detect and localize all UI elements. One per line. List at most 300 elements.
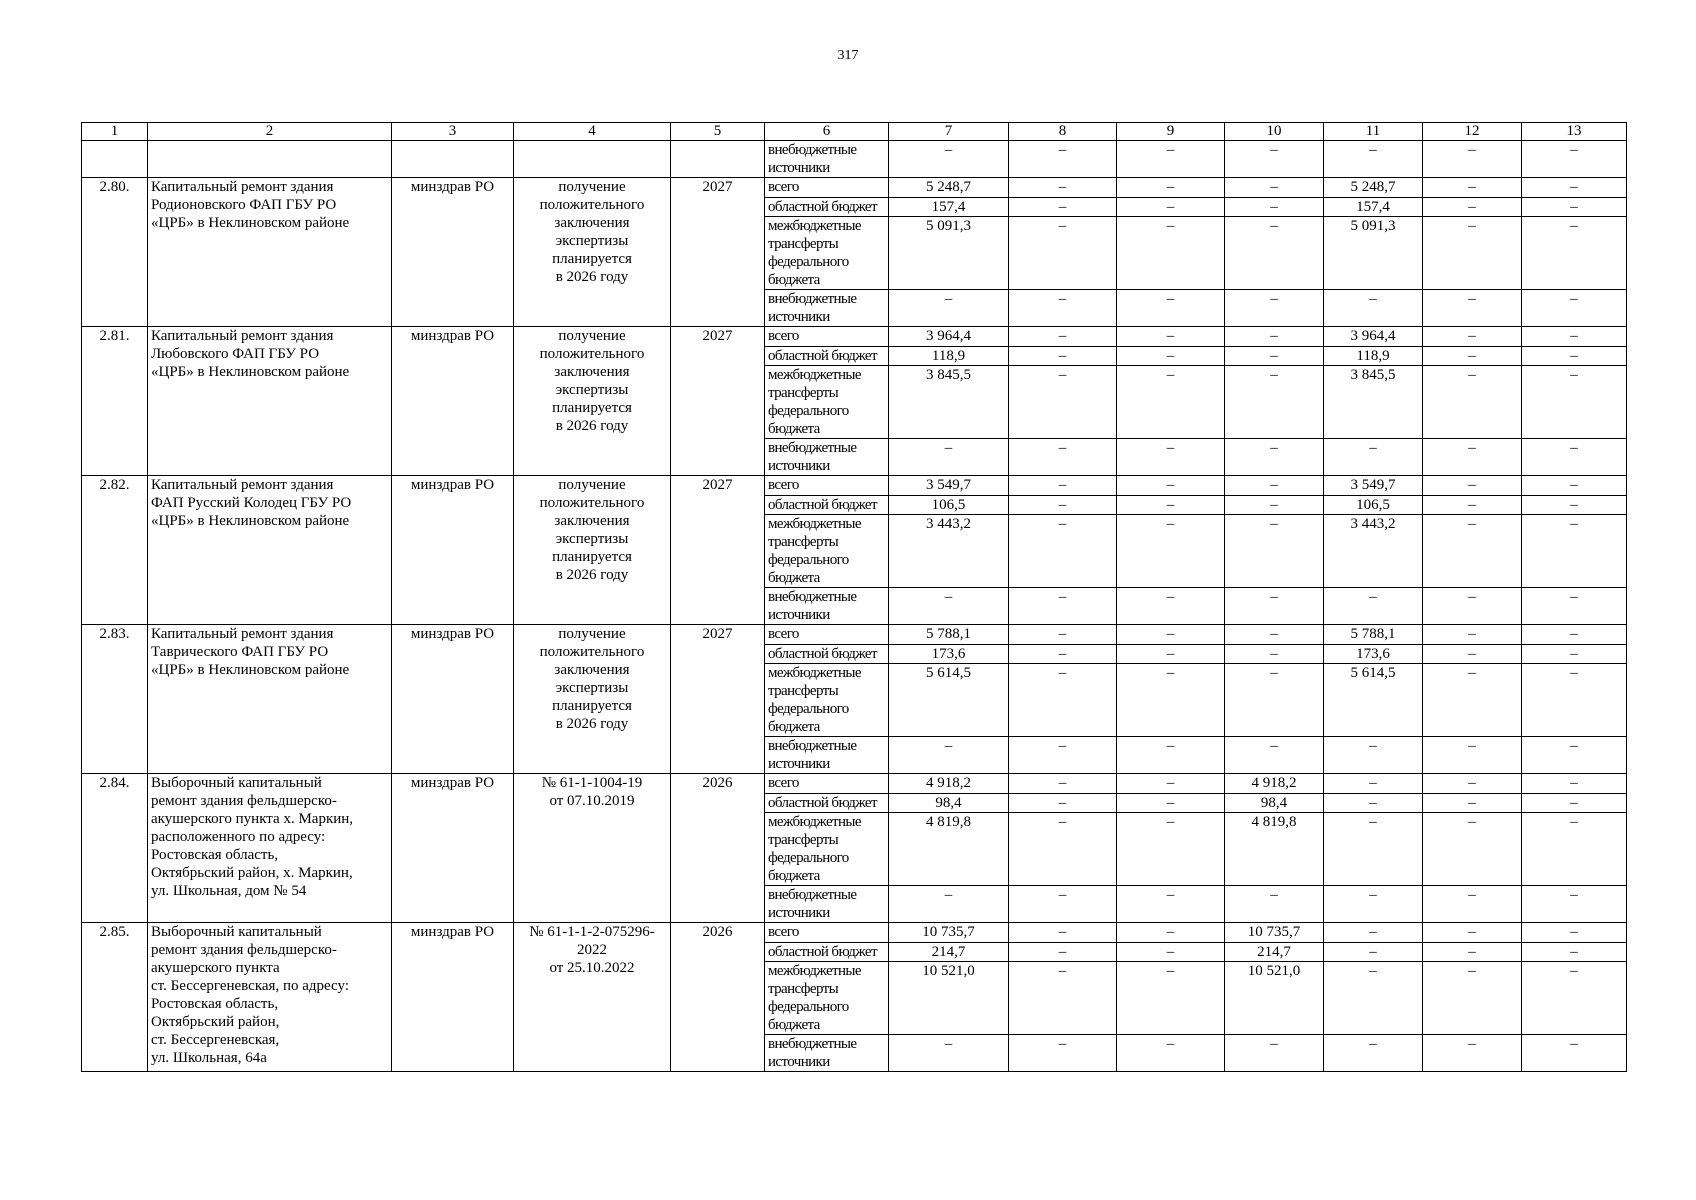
item-number: 2.84.: [82, 774, 148, 923]
cell-line: Капитальный ремонт здания: [151, 626, 334, 642]
funding-source: [765, 515, 889, 588]
amount-cell: –: [1423, 496, 1522, 515]
cell-line: источники: [768, 1054, 830, 1070]
column-number: 7: [889, 123, 1009, 141]
cell-line: ул. Школьная, 64а: [151, 1050, 267, 1066]
cell-line: федерального: [768, 850, 849, 866]
amount-cell: –: [1423, 588, 1522, 625]
amount-cell: –: [1117, 476, 1225, 496]
cell-line: акушерского пункта: [151, 960, 280, 976]
cell-line: ст. Бессергеневская, по адресу:: [151, 978, 349, 994]
amount-cell: –: [1423, 962, 1522, 1035]
amount-cell: –: [1225, 366, 1324, 439]
cell-line: положительного: [539, 346, 645, 362]
amount-cell: 5 788,1: [889, 625, 1009, 645]
amount-cell: –: [1117, 813, 1225, 886]
amount-cell: –: [1225, 496, 1324, 515]
cell-line: всего: [768, 477, 799, 493]
cell-line: федерального: [768, 254, 849, 270]
amount-cell: 3 443,2: [1324, 515, 1423, 588]
cell-line: экспертизы: [555, 531, 629, 547]
amount-cell: 5 091,3: [1324, 217, 1423, 290]
amount-cell: –: [1522, 664, 1627, 737]
cell-line: в 2026 году: [555, 567, 629, 583]
amount-cell: –: [1423, 141, 1522, 178]
amount-cell: –: [1117, 178, 1225, 198]
executor: минздрав РО: [392, 476, 514, 625]
cell-line: «ЦРБ» в Неклиновском районе: [151, 215, 350, 231]
amount-cell: 106,5: [889, 496, 1009, 515]
amount-cell: –: [1009, 737, 1117, 774]
item-number: 2.82.: [82, 476, 148, 625]
completion-year: 2027: [671, 476, 765, 625]
cell-line: источники: [768, 607, 830, 623]
funding-source: [765, 347, 889, 366]
cell-line: всего: [768, 924, 799, 940]
amount-cell: –: [1522, 290, 1627, 327]
amount-cell: 157,4: [889, 198, 1009, 217]
cell-line: Октябрьский район, х. Маркин,: [151, 865, 353, 881]
amount-cell: –: [1423, 664, 1522, 737]
cell-line: № 61-1-1004-19: [541, 775, 643, 791]
amount-cell: –: [1324, 1035, 1423, 1072]
amount-cell: 214,7: [1225, 943, 1324, 962]
amount-cell: –: [1009, 496, 1117, 515]
amount-cell: –: [1117, 886, 1225, 923]
executor: минздрав РО: [392, 923, 514, 1072]
cell-line: областной бюджет: [768, 646, 877, 662]
amount-cell: –: [1423, 774, 1522, 794]
funding-source: [765, 327, 889, 347]
funding-source: [765, 141, 889, 178]
amount-cell: –: [1117, 439, 1225, 476]
program-table: [81, 122, 1627, 1072]
empty-cell: [392, 141, 514, 178]
cell-line: всего: [768, 328, 799, 344]
amount-cell: –: [1225, 886, 1324, 923]
amount-cell: –: [1117, 923, 1225, 943]
empty-cell: [148, 141, 392, 178]
amount-cell: –: [1009, 625, 1117, 645]
amount-cell: 118,9: [1324, 347, 1423, 366]
column-number: 12: [1423, 123, 1522, 141]
funding-source: [765, 496, 889, 515]
amount-cell: –: [1522, 737, 1627, 774]
cell-line: заключения: [554, 215, 630, 231]
amount-cell: –: [1522, 141, 1627, 178]
amount-cell: –: [1225, 625, 1324, 645]
cell-line: ремонт здания фельдшерско-: [151, 942, 337, 958]
amount-cell: –: [1324, 813, 1423, 886]
funding-source: [765, 645, 889, 664]
cell-line: Выборочный капитальный: [151, 924, 322, 940]
cell-line: Любовского ФАП ГБУ РО: [151, 346, 320, 362]
cell-line: экспертизы: [555, 680, 629, 696]
amount-cell: –: [1225, 327, 1324, 347]
funding-source: [765, 943, 889, 962]
cell-line: ФАП Русский Колодец ГБУ РО: [151, 495, 352, 511]
cell-line: внебюджетные: [768, 291, 857, 307]
cell-line: всего: [768, 626, 799, 642]
column-number: 4: [514, 123, 671, 141]
table-row: [82, 625, 1627, 645]
column-number: 10: [1225, 123, 1324, 141]
amount-cell: –: [1009, 813, 1117, 886]
funding-source: [765, 625, 889, 645]
cell-line: от 07.10.2019: [549, 793, 635, 809]
executor: минздрав РО: [392, 625, 514, 774]
amount-cell: –: [1117, 588, 1225, 625]
amount-cell: –: [1117, 198, 1225, 217]
amount-cell: –: [1009, 943, 1117, 962]
amount-cell: –: [1522, 476, 1627, 496]
amount-cell: 3 549,7: [889, 476, 1009, 496]
cell-line: Родионовского ФАП ГБУ РО: [151, 197, 337, 213]
item-name: [148, 774, 392, 923]
cell-line: бюджета: [768, 719, 820, 735]
column-number: 11: [1324, 123, 1423, 141]
cell-line: Капитальный ремонт здания: [151, 328, 334, 344]
amount-cell: –: [1117, 366, 1225, 439]
column-number: 13: [1522, 123, 1627, 141]
item-name: [148, 476, 392, 625]
executor: минздрав РО: [392, 178, 514, 327]
amount-cell: 3 443,2: [889, 515, 1009, 588]
amount-cell: –: [1009, 774, 1117, 794]
cell-line: трансферты: [768, 832, 839, 848]
cell-line: федерального: [768, 999, 849, 1015]
amount-cell: –: [889, 886, 1009, 923]
cell-line: межбюджетные: [768, 367, 861, 383]
amount-cell: –: [1009, 664, 1117, 737]
funding-source: [765, 476, 889, 496]
amount-cell: 4 819,8: [889, 813, 1009, 886]
amount-cell: –: [1117, 515, 1225, 588]
amount-cell: –: [1423, 625, 1522, 645]
cell-line: областной бюджет: [768, 348, 877, 364]
amount-cell: –: [1225, 515, 1324, 588]
amount-cell: 4 819,8: [1225, 813, 1324, 886]
amount-cell: 214,7: [889, 943, 1009, 962]
cell-line: бюджета: [768, 868, 820, 884]
amount-cell: –: [1423, 439, 1522, 476]
amount-cell: –: [1009, 290, 1117, 327]
funding-source: [765, 923, 889, 943]
table-row: [82, 327, 1627, 347]
amount-cell: –: [889, 141, 1009, 178]
amount-cell: –: [1225, 198, 1324, 217]
amount-cell: 10 521,0: [1225, 962, 1324, 1035]
amount-cell: –: [1324, 439, 1423, 476]
cell-line: «ЦРБ» в Неклиновском районе: [151, 364, 350, 380]
item-name: [148, 327, 392, 476]
cell-line: от 25.10.2022: [549, 960, 635, 976]
amount-cell: –: [1009, 886, 1117, 923]
cell-line: получение: [558, 328, 626, 344]
amount-cell: –: [1423, 178, 1522, 198]
amount-cell: –: [1522, 496, 1627, 515]
amount-cell: –: [1117, 327, 1225, 347]
amount-cell: –: [1522, 1035, 1627, 1072]
amount-cell: –: [1117, 737, 1225, 774]
expertise-document: [514, 476, 671, 625]
amount-cell: –: [1009, 178, 1117, 198]
empty-cell: [671, 141, 765, 178]
amount-cell: –: [1225, 141, 1324, 178]
amount-cell: –: [1324, 290, 1423, 327]
amount-cell: –: [1423, 1035, 1522, 1072]
item-number: 2.83.: [82, 625, 148, 774]
amount-cell: 4 918,2: [1225, 774, 1324, 794]
funding-source: [765, 439, 889, 476]
cell-line: планируется: [552, 549, 632, 565]
amount-cell: –: [1225, 476, 1324, 496]
continuation-row: [82, 141, 1627, 178]
cell-line: федерального: [768, 552, 849, 568]
amount-cell: 3 964,4: [1324, 327, 1423, 347]
amount-cell: 3 845,5: [889, 366, 1009, 439]
funding-source: [765, 217, 889, 290]
amount-cell: –: [1117, 217, 1225, 290]
amount-cell: –: [1522, 625, 1627, 645]
amount-cell: –: [1009, 1035, 1117, 1072]
amount-cell: –: [1522, 178, 1627, 198]
amount-cell: 10 521,0: [889, 962, 1009, 1035]
amount-cell: –: [1009, 645, 1117, 664]
cell-line: ст. Бессергеневская,: [151, 1032, 280, 1048]
cell-line: Ростовская область,: [151, 996, 279, 1012]
amount-cell: 5 091,3: [889, 217, 1009, 290]
cell-line: внебюджетные: [768, 142, 857, 158]
amount-cell: –: [1423, 813, 1522, 886]
amount-cell: –: [889, 588, 1009, 625]
amount-cell: –: [1522, 886, 1627, 923]
amount-cell: 5 614,5: [1324, 664, 1423, 737]
amount-cell: –: [1225, 439, 1324, 476]
amount-cell: –: [1225, 178, 1324, 198]
cell-line: межбюджетные: [768, 218, 861, 234]
item-name: [148, 625, 392, 774]
cell-line: всего: [768, 179, 799, 195]
amount-cell: –: [1522, 943, 1627, 962]
cell-line: источники: [768, 458, 830, 474]
cell-line: экспертизы: [555, 382, 629, 398]
amount-cell: –: [1423, 515, 1522, 588]
table-row: [82, 476, 1627, 496]
column-number: 5: [671, 123, 765, 141]
cell-line: заключения: [554, 662, 630, 678]
cell-line: планируется: [552, 400, 632, 416]
amount-cell: –: [1117, 290, 1225, 327]
amount-cell: –: [1225, 217, 1324, 290]
cell-line: в 2026 году: [555, 269, 629, 285]
cell-line: источники: [768, 905, 830, 921]
amount-cell: –: [1423, 943, 1522, 962]
amount-cell: 5 788,1: [1324, 625, 1423, 645]
expertise-document: [514, 625, 671, 774]
amount-cell: –: [889, 290, 1009, 327]
table-row: [82, 774, 1627, 794]
amount-cell: 10 735,7: [889, 923, 1009, 943]
amount-cell: –: [1225, 737, 1324, 774]
amount-cell: 4 918,2: [889, 774, 1009, 794]
amount-cell: 118,9: [889, 347, 1009, 366]
amount-cell: –: [1117, 347, 1225, 366]
amount-cell: 98,4: [889, 794, 1009, 813]
amount-cell: 173,6: [1324, 645, 1423, 664]
amount-cell: –: [1324, 141, 1423, 178]
cell-line: Капитальный ремонт здания: [151, 477, 334, 493]
amount-cell: –: [1324, 886, 1423, 923]
amount-cell: –: [1009, 366, 1117, 439]
amount-cell: –: [1009, 198, 1117, 217]
amount-cell: –: [1117, 774, 1225, 794]
item-name: [148, 178, 392, 327]
cell-line: акушерского пункта х. Маркин,: [151, 811, 354, 827]
cell-line: ул. Школьная, дом № 54: [151, 883, 307, 899]
cell-line: бюджета: [768, 570, 820, 586]
amount-cell: –: [1009, 439, 1117, 476]
funding-source: [765, 813, 889, 886]
amount-cell: –: [1009, 515, 1117, 588]
column-number: 9: [1117, 123, 1225, 141]
cell-line: Таврического ФАП ГБУ РО: [151, 644, 329, 660]
funding-source: [765, 198, 889, 217]
amount-cell: –: [1324, 923, 1423, 943]
completion-year: 2027: [671, 625, 765, 774]
page-number: 317: [837, 48, 859, 63]
amount-cell: –: [1324, 962, 1423, 1035]
amount-cell: –: [1225, 347, 1324, 366]
column-number: 6: [765, 123, 889, 141]
column-number: 3: [392, 123, 514, 141]
cell-line: экспертизы: [555, 233, 629, 249]
amount-cell: –: [1522, 794, 1627, 813]
amount-cell: –: [1009, 962, 1117, 1035]
funding-source: [765, 886, 889, 923]
cell-line: Ростовская область,: [151, 847, 279, 863]
amount-cell: –: [1324, 774, 1423, 794]
cell-line: бюджета: [768, 421, 820, 437]
amount-cell: –: [1522, 198, 1627, 217]
amount-cell: –: [1117, 962, 1225, 1035]
amount-cell: 157,4: [1324, 198, 1423, 217]
amount-cell: 10 735,7: [1225, 923, 1324, 943]
amount-cell: –: [1225, 1035, 1324, 1072]
column-number: 2: [148, 123, 392, 141]
expertise-document: [514, 327, 671, 476]
amount-cell: 106,5: [1324, 496, 1423, 515]
amount-cell: –: [1225, 588, 1324, 625]
amount-cell: –: [1009, 141, 1117, 178]
expertise-document: [514, 923, 671, 1072]
amount-cell: –: [1225, 664, 1324, 737]
cell-line: федерального: [768, 701, 849, 717]
amount-cell: 5 248,7: [889, 178, 1009, 198]
amount-cell: –: [1009, 217, 1117, 290]
funding-source: [765, 290, 889, 327]
cell-line: межбюджетные: [768, 516, 861, 532]
amount-cell: 5 614,5: [889, 664, 1009, 737]
cell-line: Капитальный ремонт здания: [151, 179, 334, 195]
amount-cell: –: [1117, 1035, 1225, 1072]
cell-line: расположенного по адресу:: [151, 829, 326, 845]
cell-line: Выборочный капитальный: [151, 775, 322, 791]
amount-cell: –: [1117, 943, 1225, 962]
item-number: 2.80.: [82, 178, 148, 327]
amount-cell: –: [1423, 347, 1522, 366]
amount-cell: –: [1423, 645, 1522, 664]
amount-cell: –: [1522, 923, 1627, 943]
cell-line: получение: [558, 179, 626, 195]
column-number: 1: [82, 123, 148, 141]
table-body: [82, 123, 1627, 1072]
amount-cell: –: [1522, 217, 1627, 290]
amount-cell: –: [1423, 737, 1522, 774]
cell-line: заключения: [554, 513, 630, 529]
amount-cell: –: [1117, 141, 1225, 178]
amount-cell: –: [1522, 515, 1627, 588]
cell-line: Октябрьский район,: [151, 1014, 280, 1030]
amount-cell: 3 845,5: [1324, 366, 1423, 439]
amount-cell: –: [1423, 923, 1522, 943]
item-number: 2.81.: [82, 327, 148, 476]
cell-line: планируется: [552, 698, 632, 714]
amount-cell: –: [1522, 962, 1627, 1035]
amount-cell: –: [1009, 327, 1117, 347]
cell-line: областной бюджет: [768, 497, 877, 513]
cell-line: источники: [768, 309, 830, 325]
cell-line: областной бюджет: [768, 944, 877, 960]
cell-line: в 2026 году: [555, 418, 629, 434]
table-row: [82, 923, 1627, 943]
empty-cell: [82, 141, 148, 178]
cell-line: трансферты: [768, 385, 839, 401]
cell-line: трансферты: [768, 981, 839, 997]
cell-line: ремонт здания фельдшерско-: [151, 793, 337, 809]
amount-cell: –: [889, 737, 1009, 774]
amount-cell: –: [1423, 198, 1522, 217]
amount-cell: –: [1423, 886, 1522, 923]
amount-cell: –: [1009, 588, 1117, 625]
cell-line: бюджета: [768, 272, 820, 288]
funding-source: [765, 1035, 889, 1072]
funding-source: [765, 774, 889, 794]
amount-cell: –: [1324, 794, 1423, 813]
amount-cell: 3 549,7: [1324, 476, 1423, 496]
amount-cell: –: [1423, 366, 1522, 439]
cell-line: № 61-1-1-2-075296-: [529, 924, 655, 940]
amount-cell: –: [1225, 290, 1324, 327]
cell-line: внебюджетные: [768, 1036, 857, 1052]
cell-line: внебюджетные: [768, 440, 857, 456]
funding-source: [765, 794, 889, 813]
amount-cell: –: [1423, 476, 1522, 496]
cell-line: внебюджетные: [768, 887, 857, 903]
amount-cell: –: [1324, 737, 1423, 774]
cell-line: межбюджетные: [768, 963, 861, 979]
cell-line: внебюджетные: [768, 589, 857, 605]
executor: минздрав РО: [392, 774, 514, 923]
completion-year: 2027: [671, 327, 765, 476]
amount-cell: –: [1324, 588, 1423, 625]
funding-source: [765, 178, 889, 198]
cell-line: межбюджетные: [768, 665, 861, 681]
amount-cell: –: [1225, 645, 1324, 664]
amount-cell: –: [1423, 327, 1522, 347]
amount-cell: –: [1423, 290, 1522, 327]
cell-line: положительного: [539, 644, 645, 660]
